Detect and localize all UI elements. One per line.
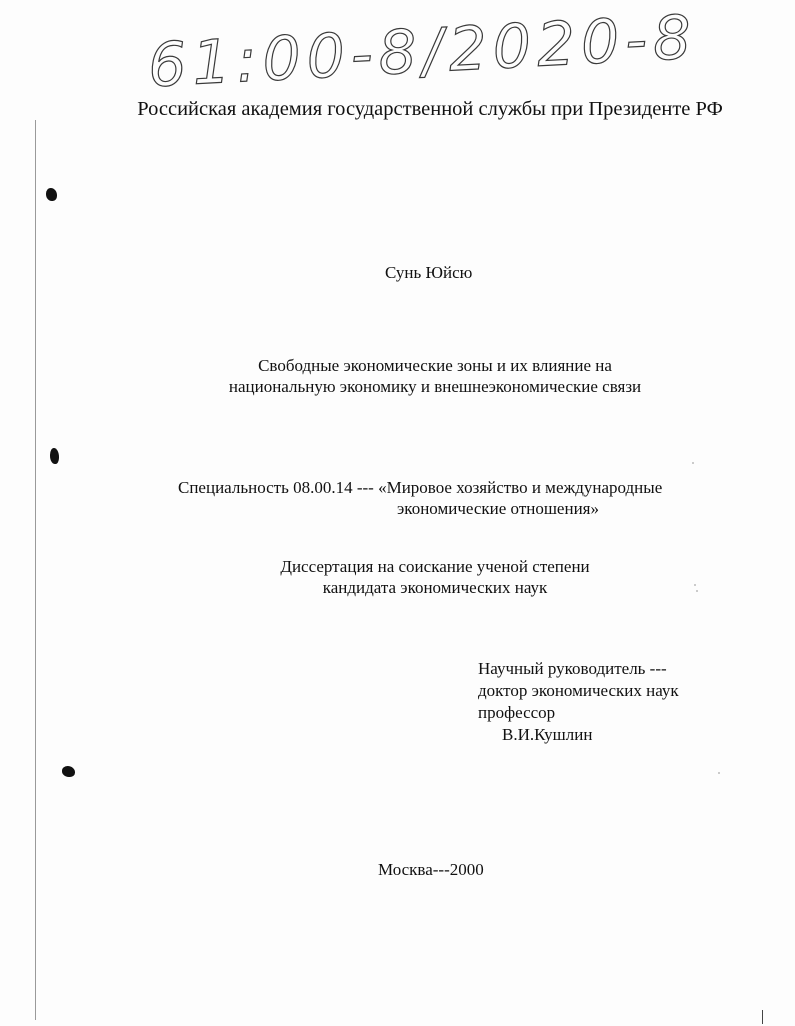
advisor-title-line (478, 702, 679, 746)
scan-speck (696, 590, 698, 592)
specialty-block (178, 477, 662, 519)
handwritten-number-svg (140, 2, 700, 102)
advisor-name: В.И.Кушлин (502, 725, 593, 744)
degree-line-1: Диссертация на соискание ученой степени (280, 557, 590, 576)
advisor-title: профессор (478, 703, 556, 722)
scan-speck (762, 1010, 763, 1024)
advisor-role: Научный руководитель --- (478, 659, 667, 678)
scan-speck (694, 584, 696, 586)
author-name: Сунь Юйсю (385, 263, 473, 282)
title-line-1: Свободные экономические зоны и их влияние на (258, 356, 612, 375)
handwritten-number-text: 61:00-8/2020-8 (146, 2, 699, 102)
advisor-degree: доктор экономических наук (478, 681, 679, 700)
specialty-line-2: экономические отношения» (397, 499, 599, 518)
title-line-2: национальную экономику и внешнеэкономические связи (228, 377, 642, 396)
handwritten-archive-number (140, 2, 700, 102)
city-and-year: Москва---2000 (378, 860, 484, 879)
scan-speck (718, 772, 720, 774)
scientific-advisor (478, 658, 679, 746)
binding-edge-line (35, 120, 36, 1020)
dissertation-title (150, 355, 720, 397)
degree-line-2: кандидата экономических наук (322, 578, 548, 597)
institution-name: Российская академия государственной службы при Президенте РФ (137, 98, 723, 120)
degree-statement (200, 556, 670, 598)
punch-hole-mark (50, 448, 59, 464)
specialty-line-1: Специальность 08.00.14 --- «Мировое хозяйство и международные (178, 478, 663, 497)
scan-speck (692, 462, 694, 464)
punch-hole-mark (62, 766, 75, 777)
punch-hole-mark (46, 188, 57, 201)
